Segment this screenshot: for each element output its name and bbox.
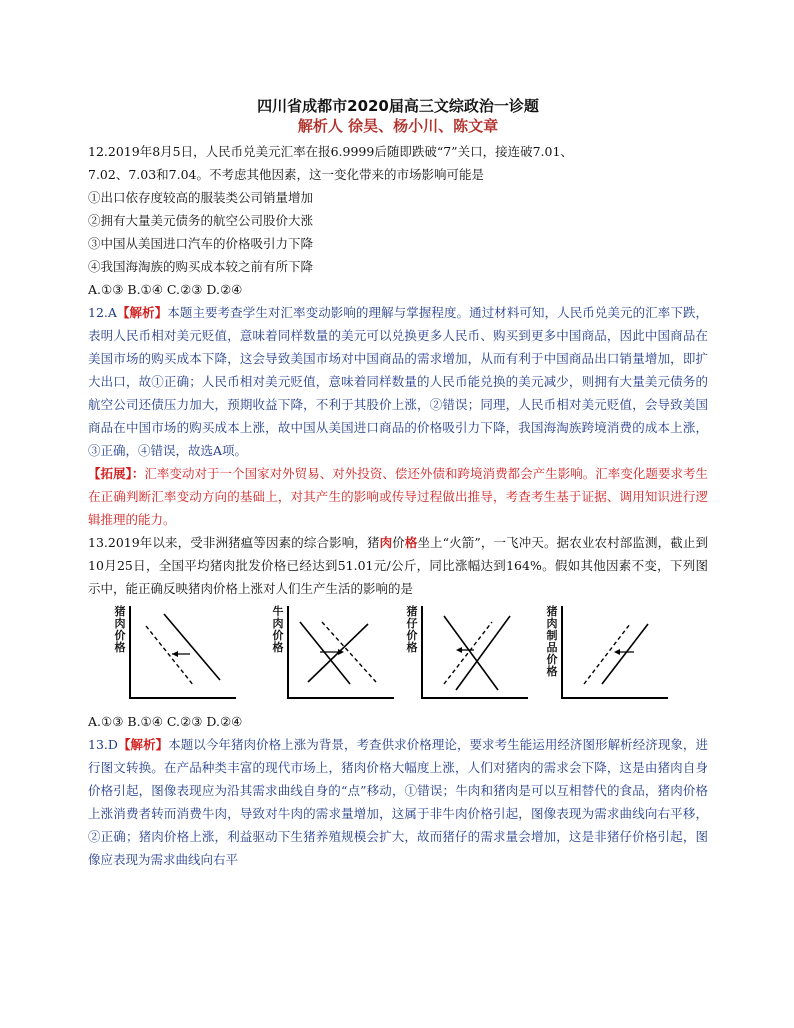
q13-choices: A.①③ B.①④ C.②③ D.②④ <box>88 714 243 729</box>
q13-stem-highlight-1: 肉 <box>379 535 393 550</box>
q13-graphs <box>88 604 708 708</box>
graph-2-y-label: 牛肉价格 <box>272 605 284 654</box>
q13-stem <box>88 531 708 600</box>
q12-extension-text: 汇率变动对于一个国家对外贸易、对外投资、偿还外债和跨境消费都会产生影响。汇率变化题要求考生在正确判断汇率变动方向的基础上，对其产生的影响或传导过程做出推导，考查考生基于证据、调用知识进行逻辑推理的能力。 <box>88 466 708 527</box>
q13-analysis-tag: 【解析】 <box>117 737 169 752</box>
graph-3 <box>400 604 530 704</box>
document-page <box>88 96 708 871</box>
graph-1-y-label: 猪肉价格 <box>114 605 126 654</box>
q12-option-4: ④我国海淘族的购买成本较之前有所下降 <box>88 259 314 274</box>
authors-line: 解析人 徐昊、杨小川、陈文章 <box>297 117 499 135</box>
q12-answer <box>88 301 708 462</box>
graph-1 <box>108 604 238 704</box>
q12-answer-prefix: 12.A <box>88 305 117 320</box>
q12-option-3: ③中国从美国进口汽车的价格吸引力下降 <box>88 236 314 251</box>
q13-stem-highlight-2: 格 <box>404 535 418 550</box>
q12-choices: A.①③ B.①④ C.②③ D.②④ <box>88 282 243 297</box>
q12-stem-line1: 12.2019年8月5日，人民币兑美元汇率在报6.9999后随即跌破“7”关口，接连破7.01、 <box>88 144 573 159</box>
graph-3-y-label: 猪仔价格 <box>406 605 418 654</box>
q12-extension <box>88 462 708 531</box>
q13-answer-prefix: 13.D <box>88 737 118 752</box>
q12-extension-tag: 【拓展】： <box>88 466 145 481</box>
page-title: 四川省成都市2020届高三文综政治一诊题 <box>257 97 539 115</box>
q12-analysis-tag: 【解析】 <box>116 305 168 320</box>
q13-stem-part-b: 坐上“火箭”，一飞冲天。据农业农村部监测，截止到10月25日，全国平均猪肉批发价格已经达到51.01元/公斤，同比涨幅达到164%。假如其他因素不变，下列图示中，能正确反映猪肉价格上涨对人们生产生活的影响的是 <box>88 535 708 596</box>
graph-2 <box>266 604 396 704</box>
q13-stem-mid: 价 <box>392 535 405 550</box>
q12-stem-line2: 7.02、7.03和7.04。不考虑其他因素，这一变化带来的市场影响可能是 <box>88 167 484 182</box>
q13-stem-part-a: 13.2019年以来，受非洲猪瘟等因素的综合影响，猪 <box>88 535 380 550</box>
q12-option-1: ①出口依存度较高的服装类公司销量增加 <box>88 190 314 205</box>
q12-option-2: ②拥有大量美元债务的航空公司股价大涨 <box>88 213 314 228</box>
q12-analysis-text: 本题主要考查学生对汇率变动影响的理解与掌握程度。通过材料可知，人民币兑美元的汇率下跌，表明人民币相对美元贬值，意味着同样数量的美元可以兑换更多人民币、购买到更多中国商品，因此中国商品在美国市场的购买成本下降，这会导致美国市场对中国商品的需求增加，从而有利于中国商品出口销量增加，即扩大出口，故①正确；人民币相对美元贬值，意味着同样数量的人民币能兑换的美元减少，则拥有大量美元债务的航空公司还债压力加大，预期收益下降，不利于其股价上涨，②错误；同理，人民币相对美元贬值，会导致美国商品在中国市场的购买成本上涨，故中国从美国进口商品的价格吸引力下降，我国海淘族跨境消费的成本上涨，③正确，④错误，故选A项。 <box>88 305 708 458</box>
q13-answer <box>88 733 708 871</box>
graph-4 <box>540 604 670 704</box>
graph-4-y-label: 猪肉制品价格 <box>546 605 558 678</box>
q13-analysis-text: 本题以今年猪肉价格上涨为背景，考查供求价格理论，要求考生能运用经济图形解析经济现象，进行图文转换。在产品种类丰富的现代市场上，猪肉价格大幅度上涨，人们对猪肉的需求会下降，这是由猪肉自身价格引起，图像表现应为沿其需求曲线自身的“点”移动，①错误；牛肉和猪肉是可以互相替代的食品，猪肉价格上涨消费者转而消费牛肉，导致对牛肉的需求量增加，这属于非牛肉价格引起，图像表现为需求曲线向右平移，②正确；猪肉价格上涨，利益驱动下生猪养殖规模会扩大，故而猪仔的需求量会增加，这是非猪仔价格引起，图像应表现为需求曲线向右平 <box>88 737 708 867</box>
